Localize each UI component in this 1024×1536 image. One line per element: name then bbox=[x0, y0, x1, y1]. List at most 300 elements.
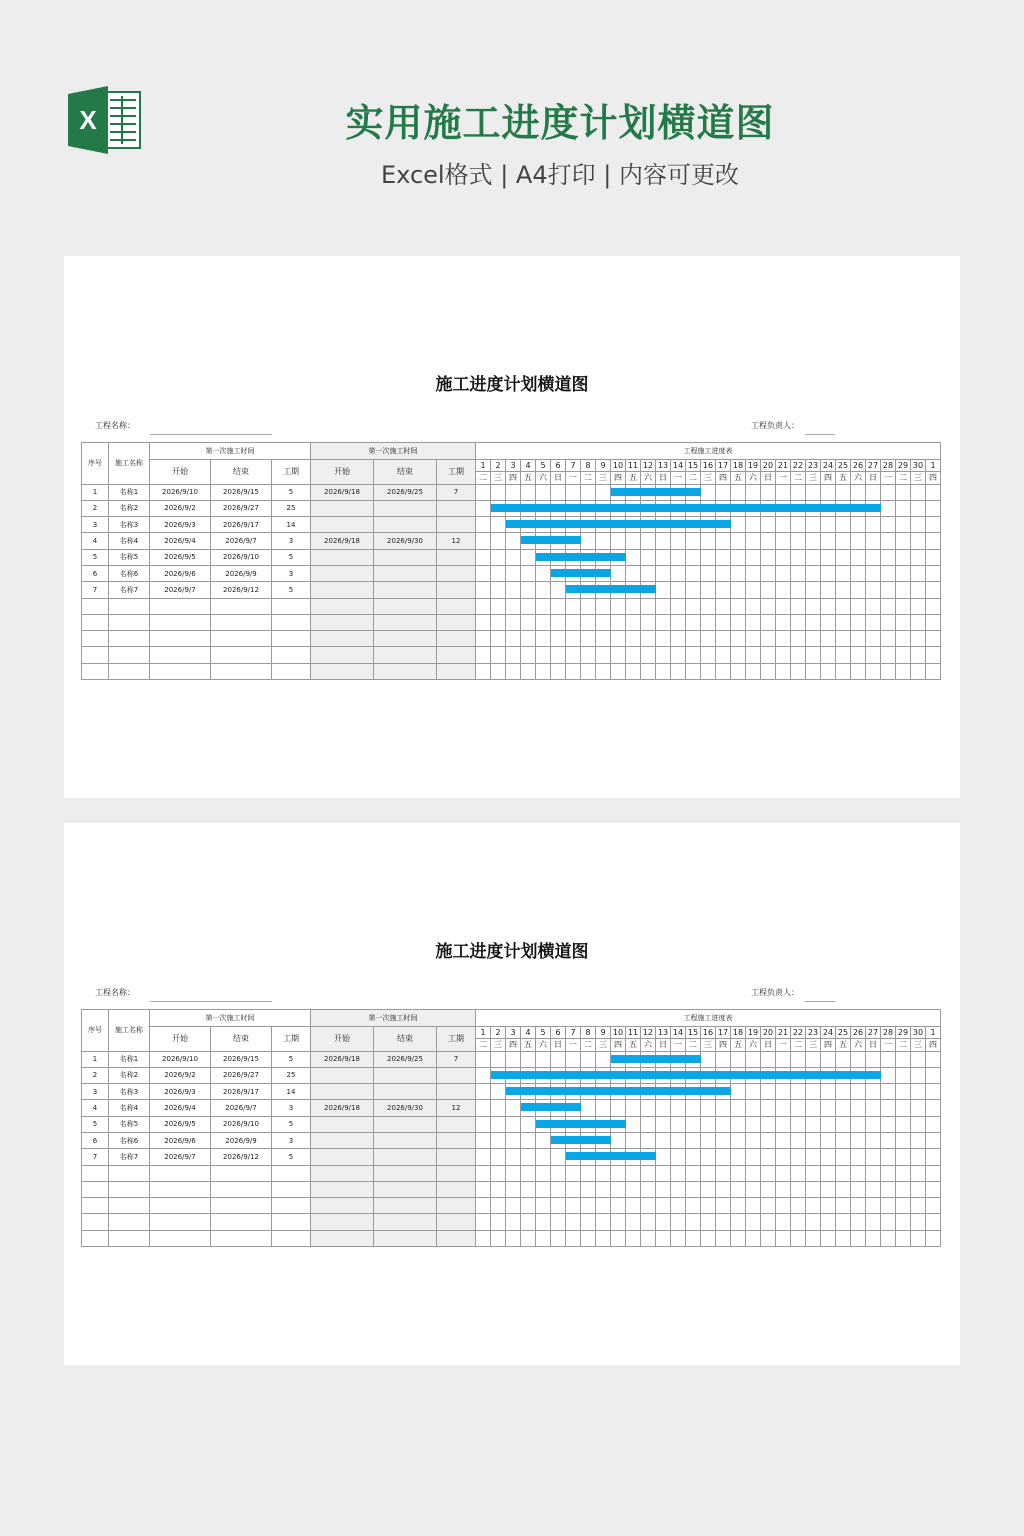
day-cell bbox=[536, 484, 551, 500]
day-cell bbox=[881, 1116, 896, 1132]
empty-cell bbox=[150, 1165, 211, 1181]
day-cell bbox=[776, 1100, 791, 1116]
cell-duration: 5 bbox=[272, 582, 311, 598]
weekday: 五 bbox=[626, 1039, 641, 1052]
day-cell bbox=[641, 647, 656, 663]
day-number: 5 bbox=[536, 459, 551, 472]
cell-end: 2026/9/15 bbox=[211, 484, 272, 500]
day-cell bbox=[506, 1198, 521, 1214]
cell-index: 4 bbox=[82, 533, 109, 549]
day-cell bbox=[881, 614, 896, 630]
day-cell bbox=[821, 1165, 836, 1181]
cell-duration-2 bbox=[437, 1084, 476, 1100]
day-cell bbox=[761, 1198, 776, 1214]
day-cell bbox=[626, 549, 641, 565]
weekday: 五 bbox=[521, 1039, 536, 1052]
day-cell bbox=[536, 1165, 551, 1181]
empty-cell bbox=[109, 1165, 150, 1181]
day-number: 9 bbox=[596, 1026, 611, 1039]
day-cell bbox=[686, 1165, 701, 1181]
day-cell bbox=[716, 647, 731, 663]
day-cell bbox=[926, 598, 941, 614]
day-cell bbox=[911, 565, 926, 581]
gantt-bar bbox=[521, 536, 581, 544]
day-cell bbox=[491, 1198, 506, 1214]
day-number: 21 bbox=[776, 459, 791, 472]
day-cell bbox=[476, 484, 491, 500]
day-cell bbox=[851, 598, 866, 614]
day-cell bbox=[911, 1181, 926, 1197]
day-cell bbox=[671, 1214, 686, 1230]
cell-duration: 5 bbox=[272, 484, 311, 500]
day-cell bbox=[686, 1214, 701, 1230]
day-cell bbox=[836, 598, 851, 614]
day-cell bbox=[476, 533, 491, 549]
day-cell bbox=[596, 1165, 611, 1181]
day-cell bbox=[911, 533, 926, 549]
day-cell bbox=[506, 549, 521, 565]
day-cell bbox=[791, 517, 806, 533]
cell-start-2 bbox=[311, 1067, 374, 1083]
table-row bbox=[82, 1181, 941, 1197]
empty-cell bbox=[437, 1181, 476, 1197]
day-number: 1 bbox=[476, 1026, 491, 1039]
day-cell bbox=[686, 549, 701, 565]
day-cell bbox=[851, 1149, 866, 1165]
cell-start-2 bbox=[311, 549, 374, 565]
day-cell bbox=[851, 1132, 866, 1148]
weekday: 日 bbox=[761, 1039, 776, 1052]
empty-cell bbox=[150, 647, 211, 663]
cell-start-2 bbox=[311, 1132, 374, 1148]
table-row bbox=[82, 647, 941, 663]
day-cell bbox=[626, 647, 641, 663]
table-row bbox=[82, 1214, 941, 1230]
day-cell bbox=[476, 1132, 491, 1148]
day-cell bbox=[836, 1100, 851, 1116]
day-cell bbox=[656, 598, 671, 614]
day-cell bbox=[851, 1116, 866, 1132]
day-cell bbox=[671, 1149, 686, 1165]
page-title: 实用施工进度计划横道图 bbox=[345, 101, 775, 145]
cell-start: 2026/9/7 bbox=[150, 582, 211, 598]
empty-cell bbox=[374, 1198, 437, 1214]
day-cell bbox=[761, 1132, 776, 1148]
day-cell bbox=[821, 1198, 836, 1214]
day-cell bbox=[506, 517, 521, 533]
day-cell bbox=[761, 647, 776, 663]
day-cell bbox=[896, 1116, 911, 1132]
cell-duration: 14 bbox=[272, 517, 311, 533]
day-number: 12 bbox=[641, 1026, 656, 1039]
day-cell bbox=[566, 614, 581, 630]
manager-field bbox=[805, 1001, 835, 1002]
day-cell bbox=[506, 614, 521, 630]
day-cell bbox=[551, 598, 566, 614]
day-cell bbox=[896, 565, 911, 581]
day-cell bbox=[596, 533, 611, 549]
day-cell bbox=[566, 1165, 581, 1181]
cell-name: 名称7 bbox=[109, 582, 150, 598]
day-cell bbox=[491, 500, 506, 516]
day-cell bbox=[866, 1132, 881, 1148]
empty-cell bbox=[82, 1214, 109, 1230]
day-cell bbox=[836, 1084, 851, 1100]
day-cell bbox=[911, 517, 926, 533]
cell-name: 名称5 bbox=[109, 549, 150, 565]
day-number: 13 bbox=[656, 1026, 671, 1039]
empty-cell bbox=[82, 598, 109, 614]
day-cell bbox=[656, 549, 671, 565]
empty-cell bbox=[374, 1165, 437, 1181]
cell-name: 名称1 bbox=[109, 484, 150, 500]
day-number: 7 bbox=[566, 459, 581, 472]
day-cell bbox=[551, 1198, 566, 1214]
day-cell bbox=[881, 598, 896, 614]
day-cell bbox=[656, 1132, 671, 1148]
weekday: 一 bbox=[566, 1039, 581, 1052]
cell-name: 名称3 bbox=[109, 1084, 150, 1100]
day-number: 24 bbox=[821, 459, 836, 472]
day-cell bbox=[491, 1132, 506, 1148]
sheet-preview-1 bbox=[64, 256, 960, 798]
empty-cell bbox=[272, 1181, 311, 1197]
day-cell bbox=[911, 1214, 926, 1230]
day-number: 1 bbox=[926, 1026, 941, 1039]
day-cell bbox=[611, 1214, 626, 1230]
day-cell bbox=[626, 1116, 641, 1132]
day-cell bbox=[716, 1181, 731, 1197]
day-cell bbox=[836, 631, 851, 647]
day-cell bbox=[491, 663, 506, 679]
day-cell bbox=[671, 582, 686, 598]
weekday: 日 bbox=[866, 472, 881, 485]
day-cell bbox=[911, 1198, 926, 1214]
day-cell bbox=[881, 565, 896, 581]
day-cell bbox=[626, 631, 641, 647]
cell-index: 6 bbox=[82, 565, 109, 581]
day-cell bbox=[896, 1181, 911, 1197]
weekday: 二 bbox=[476, 1039, 491, 1052]
day-cell bbox=[536, 1149, 551, 1165]
day-cell bbox=[791, 1230, 806, 1246]
day-cell bbox=[656, 1100, 671, 1116]
day-cell bbox=[641, 1165, 656, 1181]
day-cell bbox=[611, 533, 626, 549]
cell-index: 2 bbox=[82, 1067, 109, 1083]
gantt-bar bbox=[506, 1087, 731, 1095]
day-cell bbox=[581, 1100, 596, 1116]
day-cell bbox=[491, 1214, 506, 1230]
day-cell bbox=[491, 1149, 506, 1165]
day-cell bbox=[641, 1132, 656, 1148]
day-cell bbox=[536, 647, 551, 663]
day-cell bbox=[521, 614, 536, 630]
day-cell bbox=[896, 1214, 911, 1230]
cell-end-2: 2026/9/30 bbox=[374, 1100, 437, 1116]
day-cell bbox=[911, 1132, 926, 1148]
cell-index: 6 bbox=[82, 1132, 109, 1148]
day-cell bbox=[686, 663, 701, 679]
day-cell bbox=[821, 1181, 836, 1197]
empty-cell bbox=[150, 1214, 211, 1230]
day-cell bbox=[761, 1084, 776, 1100]
day-cell bbox=[926, 565, 941, 581]
day-cell bbox=[851, 1084, 866, 1100]
day-cell bbox=[671, 598, 686, 614]
cell-name: 名称4 bbox=[109, 1100, 150, 1116]
gantt-bar bbox=[491, 504, 881, 512]
day-cell bbox=[926, 549, 941, 565]
day-number: 11 bbox=[626, 459, 641, 472]
day-cell bbox=[731, 598, 746, 614]
empty-cell bbox=[211, 1214, 272, 1230]
day-cell bbox=[746, 1100, 761, 1116]
day-cell bbox=[491, 549, 506, 565]
day-cell bbox=[746, 1181, 761, 1197]
gantt-bar bbox=[611, 488, 701, 496]
day-cell bbox=[491, 1116, 506, 1132]
weekday: 二 bbox=[791, 472, 806, 485]
day-cell bbox=[611, 1181, 626, 1197]
sub-header-duration: 工期 bbox=[272, 1026, 311, 1051]
day-cell bbox=[791, 1198, 806, 1214]
day-cell bbox=[821, 598, 836, 614]
day-cell bbox=[761, 1214, 776, 1230]
day-cell bbox=[776, 549, 791, 565]
day-cell bbox=[911, 614, 926, 630]
weekday: 五 bbox=[521, 472, 536, 485]
weekday: 日 bbox=[656, 1039, 671, 1052]
day-cell bbox=[476, 647, 491, 663]
day-cell bbox=[506, 1149, 521, 1165]
project-name-field bbox=[150, 434, 272, 435]
day-cell bbox=[476, 1051, 491, 1067]
sub-header-start: 开始 bbox=[150, 1026, 211, 1051]
day-cell bbox=[626, 1165, 641, 1181]
weekday: 五 bbox=[836, 472, 851, 485]
day-cell bbox=[881, 500, 896, 516]
day-cell bbox=[821, 614, 836, 630]
day-cell bbox=[806, 1100, 821, 1116]
day-cell bbox=[731, 1198, 746, 1214]
cell-duration: 5 bbox=[272, 549, 311, 565]
day-cell bbox=[566, 1181, 581, 1197]
day-cell bbox=[521, 1132, 536, 1148]
day-cell bbox=[731, 647, 746, 663]
day-number: 27 bbox=[866, 1026, 881, 1039]
col-header-index: 序号 bbox=[82, 443, 109, 485]
day-cell bbox=[506, 1165, 521, 1181]
day-cell bbox=[836, 484, 851, 500]
cell-start-2: 2026/9/18 bbox=[311, 533, 374, 549]
day-cell bbox=[761, 533, 776, 549]
cell-end-2 bbox=[374, 549, 437, 565]
day-cell bbox=[836, 1132, 851, 1148]
day-number: 16 bbox=[701, 459, 716, 472]
empty-cell bbox=[82, 1198, 109, 1214]
cell-start-2 bbox=[311, 1149, 374, 1165]
empty-cell bbox=[311, 1214, 374, 1230]
day-cell bbox=[746, 647, 761, 663]
empty-cell bbox=[211, 1198, 272, 1214]
day-cell bbox=[776, 1084, 791, 1100]
weekday: 五 bbox=[836, 1039, 851, 1052]
day-cell bbox=[791, 631, 806, 647]
day-cell bbox=[836, 549, 851, 565]
day-number: 4 bbox=[521, 1026, 536, 1039]
weekday: 一 bbox=[671, 472, 686, 485]
day-cell bbox=[821, 1084, 836, 1100]
cell-name: 名称1 bbox=[109, 1051, 150, 1067]
day-cell bbox=[506, 647, 521, 663]
day-cell bbox=[866, 598, 881, 614]
day-cell bbox=[686, 647, 701, 663]
day-cell bbox=[506, 1214, 521, 1230]
empty-cell bbox=[437, 1198, 476, 1214]
day-cell bbox=[926, 484, 941, 500]
day-number: 22 bbox=[791, 459, 806, 472]
day-cell bbox=[656, 1198, 671, 1214]
cell-index: 1 bbox=[82, 1051, 109, 1067]
cell-name: 名称3 bbox=[109, 517, 150, 533]
cell-end-2: 2026/9/30 bbox=[374, 533, 437, 549]
sub-header-end: 结束 bbox=[374, 1026, 437, 1051]
cell-duration: 25 bbox=[272, 1067, 311, 1083]
day-cell bbox=[731, 1100, 746, 1116]
day-cell bbox=[566, 598, 581, 614]
day-cell bbox=[776, 1149, 791, 1165]
col-header-name: 施工名称 bbox=[109, 443, 150, 485]
weekday: 六 bbox=[641, 472, 656, 485]
day-cell bbox=[866, 1198, 881, 1214]
day-cell bbox=[746, 484, 761, 500]
day-cell bbox=[791, 1214, 806, 1230]
day-cell bbox=[911, 1230, 926, 1246]
day-cell bbox=[881, 1149, 896, 1165]
day-cell bbox=[836, 1198, 851, 1214]
empty-cell bbox=[82, 1181, 109, 1197]
day-cell bbox=[686, 1198, 701, 1214]
day-cell bbox=[851, 517, 866, 533]
day-cell bbox=[716, 598, 731, 614]
day-cell bbox=[551, 1230, 566, 1246]
day-cell bbox=[746, 565, 761, 581]
day-cell bbox=[821, 484, 836, 500]
day-number: 1 bbox=[476, 459, 491, 472]
day-cell bbox=[806, 484, 821, 500]
cell-index: 5 bbox=[82, 549, 109, 565]
empty-cell bbox=[311, 598, 374, 614]
day-cell bbox=[716, 484, 731, 500]
day-cell bbox=[881, 517, 896, 533]
day-cell bbox=[836, 1230, 851, 1246]
day-cell bbox=[686, 1100, 701, 1116]
cell-start-2: 2026/9/18 bbox=[311, 484, 374, 500]
day-cell bbox=[581, 614, 596, 630]
cell-start: 2026/9/3 bbox=[150, 1084, 211, 1100]
weekday: 三 bbox=[701, 472, 716, 485]
empty-cell bbox=[82, 631, 109, 647]
day-cell bbox=[806, 1230, 821, 1246]
weekday: 一 bbox=[881, 1039, 896, 1052]
empty-cell bbox=[211, 647, 272, 663]
day-cell bbox=[746, 663, 761, 679]
day-cell bbox=[566, 1230, 581, 1246]
day-cell bbox=[806, 1116, 821, 1132]
day-number: 25 bbox=[836, 459, 851, 472]
day-number: 11 bbox=[626, 1026, 641, 1039]
day-number: 20 bbox=[761, 1026, 776, 1039]
day-cell bbox=[806, 1051, 821, 1067]
day-cell bbox=[551, 1214, 566, 1230]
day-cell bbox=[911, 484, 926, 500]
weekday: 三 bbox=[596, 1039, 611, 1052]
day-cell bbox=[791, 1100, 806, 1116]
day-cell bbox=[641, 1214, 656, 1230]
cell-duration: 5 bbox=[272, 1116, 311, 1132]
cell-end: 2026/9/15 bbox=[211, 1051, 272, 1067]
day-cell bbox=[536, 1214, 551, 1230]
weekday: 二 bbox=[686, 472, 701, 485]
day-cell bbox=[731, 484, 746, 500]
empty-cell bbox=[211, 598, 272, 614]
weekday: 三 bbox=[701, 1039, 716, 1052]
day-cell bbox=[731, 1165, 746, 1181]
day-cell bbox=[926, 1051, 941, 1067]
gantt-table bbox=[81, 1009, 941, 1247]
weekday: 三 bbox=[911, 472, 926, 485]
day-cell bbox=[551, 647, 566, 663]
day-cell bbox=[896, 1100, 911, 1116]
day-cell bbox=[926, 614, 941, 630]
empty-cell bbox=[374, 614, 437, 630]
day-cell bbox=[746, 1149, 761, 1165]
day-cell bbox=[671, 533, 686, 549]
day-cell bbox=[671, 565, 686, 581]
day-cell bbox=[566, 484, 581, 500]
day-cell bbox=[791, 565, 806, 581]
day-cell bbox=[866, 1116, 881, 1132]
day-number: 18 bbox=[731, 1026, 746, 1039]
table-row bbox=[82, 500, 941, 516]
cell-index: 2 bbox=[82, 500, 109, 516]
day-cell bbox=[911, 1116, 926, 1132]
day-cell bbox=[761, 1181, 776, 1197]
day-cell bbox=[506, 565, 521, 581]
day-cell bbox=[701, 549, 716, 565]
day-cell bbox=[881, 647, 896, 663]
weekday: 三 bbox=[491, 1039, 506, 1052]
day-cell bbox=[821, 1051, 836, 1067]
day-cell bbox=[476, 614, 491, 630]
day-cell bbox=[776, 1132, 791, 1148]
day-cell bbox=[911, 631, 926, 647]
day-cell bbox=[626, 663, 641, 679]
day-cell bbox=[536, 565, 551, 581]
day-cell bbox=[881, 1084, 896, 1100]
empty-cell bbox=[374, 1214, 437, 1230]
project-name-field bbox=[150, 1001, 272, 1002]
day-cell bbox=[641, 533, 656, 549]
day-cell bbox=[566, 1198, 581, 1214]
cell-end-2 bbox=[374, 517, 437, 533]
day-cell bbox=[731, 1132, 746, 1148]
day-cell bbox=[641, 1116, 656, 1132]
day-cell bbox=[746, 1084, 761, 1100]
day-cell bbox=[551, 1149, 566, 1165]
sheet-title: 施工进度计划横道图 bbox=[435, 375, 589, 395]
